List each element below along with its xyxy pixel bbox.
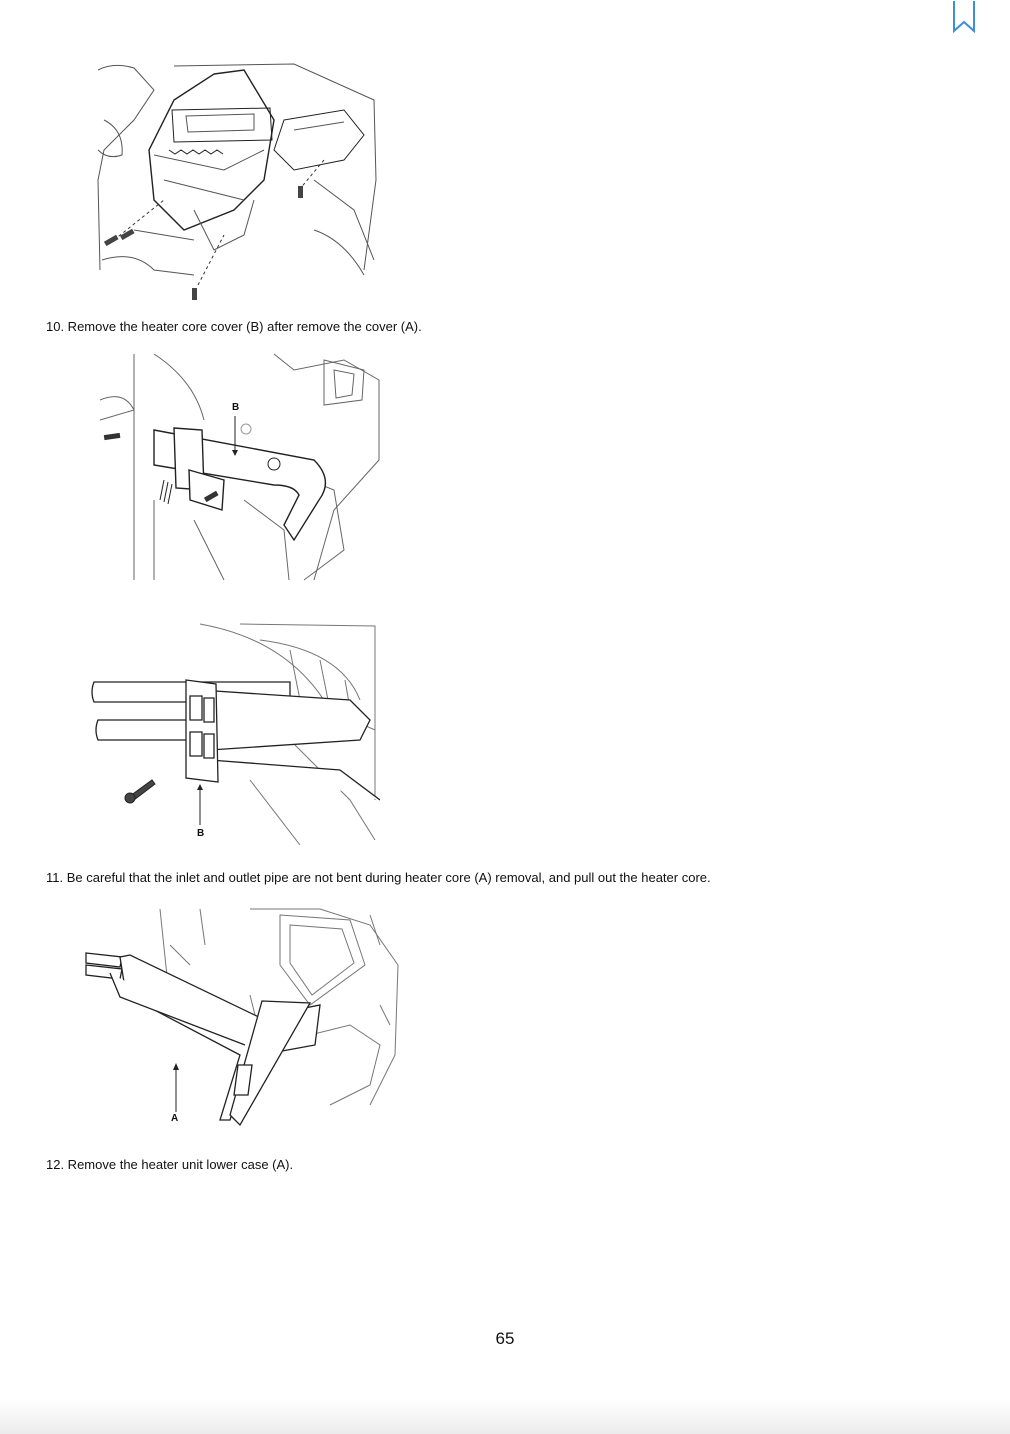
step-11-instruction: 11. Be careful that the inlet and outlet pipe are not bent during heater core (A) removal, and pull out the heater core.: [46, 870, 711, 885]
callout-label-b: B: [197, 828, 205, 839]
step-10-instruction: 10. Remove the heater core cover (B) after remove the cover (A).: [46, 319, 422, 334]
callout-label-b: B: [232, 402, 240, 413]
bookmark-icon[interactable]: [950, 0, 978, 34]
heater-core-cover-illustration: [94, 350, 384, 585]
heater-unit-assembly-illustration: [94, 60, 384, 305]
step-12-instruction: 12. Remove the heater unit lower case (A).: [46, 1157, 294, 1172]
heater-core-removal-illustration: [80, 905, 405, 1130]
pipe-bracket-illustration: [90, 620, 380, 845]
callout-label-a: A: [171, 1113, 179, 1124]
page-number: 65: [495, 1329, 515, 1348]
page-bottom-shadow: [0, 1400, 1010, 1434]
